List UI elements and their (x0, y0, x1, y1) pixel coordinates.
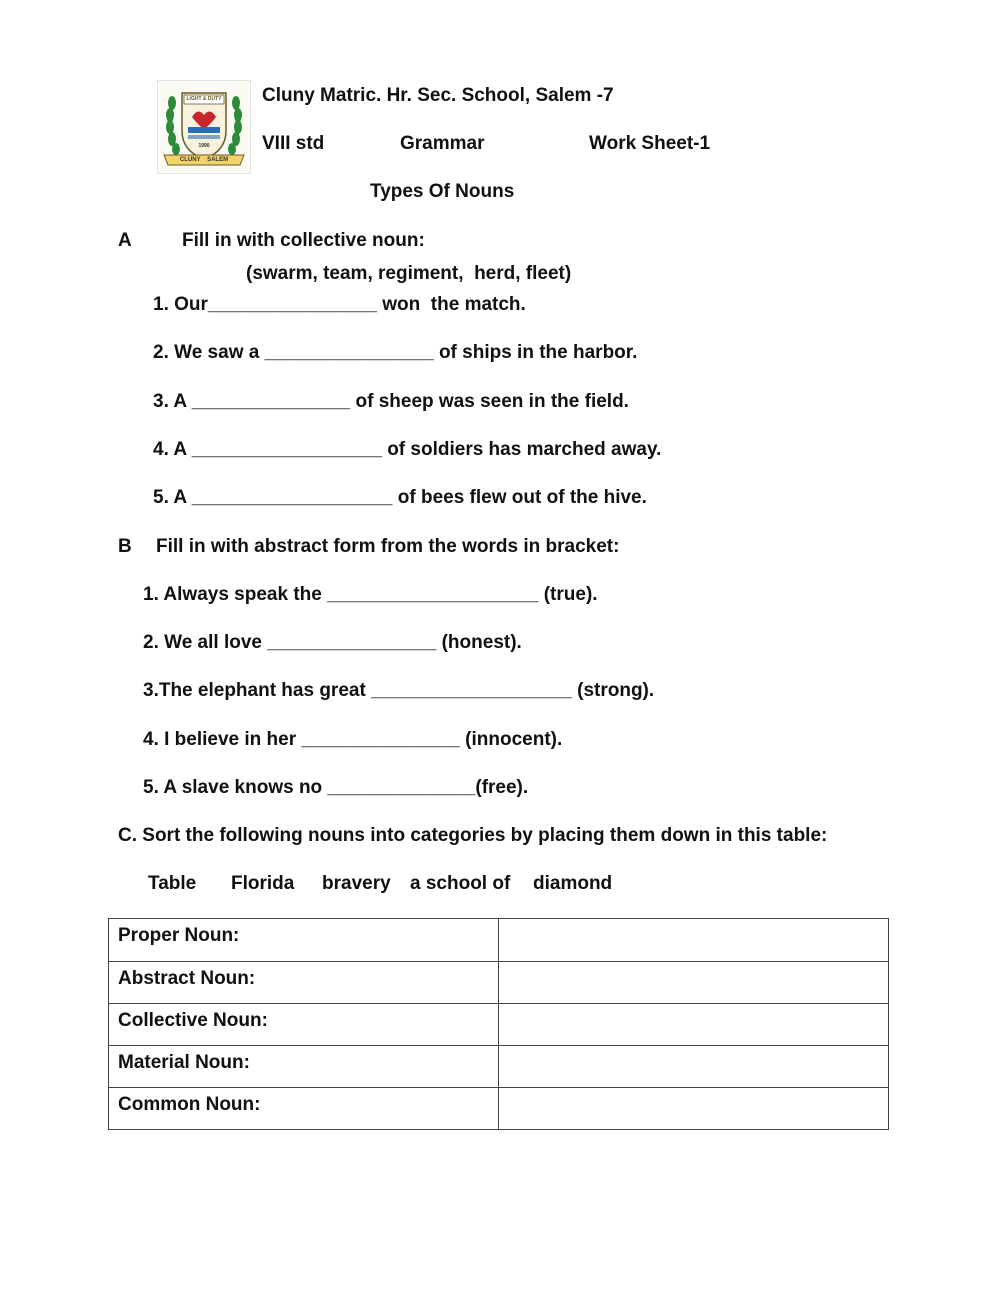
section-a-title: Fill in with collective noun: (182, 230, 425, 251)
section-b-item: 3.The elephant has great ___________________ (strong). (143, 680, 655, 701)
section-b-item: 4. I believe in her _______________ (innocent). (143, 729, 563, 750)
class-std: VIII std (262, 133, 325, 154)
category-answer-cell[interactable] (499, 962, 889, 1004)
noun-category-table (108, 918, 889, 1130)
category-label: Material Noun: (109, 1046, 499, 1088)
word-bank-item: bravery (322, 873, 391, 894)
section-b-title: Fill in with abstract form from the words in bracket: (156, 536, 620, 557)
worksheet-topic: Types Of Nouns (370, 181, 515, 202)
category-answer-cell[interactable] (499, 919, 889, 962)
section-b-letter: B (118, 536, 132, 557)
category-label: Collective Noun: (109, 1004, 499, 1046)
section-a-letter: A (118, 230, 132, 251)
worksheet-number: Work Sheet-1 (589, 133, 711, 154)
table-row (109, 919, 889, 962)
word-bank-item: Table (148, 873, 197, 894)
school-name: Cluny Matric. Hr. Sec. School, Salem -7 (262, 85, 614, 106)
table-row (109, 1088, 889, 1130)
table-row (109, 962, 889, 1004)
category-answer-cell[interactable] (499, 1004, 889, 1046)
word-bank-item: Florida (231, 873, 295, 894)
category-label: Proper Noun: (109, 919, 499, 962)
section-a-item: 3. A _______________ of sheep was seen in the field. (153, 391, 629, 412)
crest-year: 1990 (198, 143, 210, 149)
crest-top-text: LIGHT & DUTY (186, 96, 222, 102)
section-b-item: 5. A slave knows no ______________(free). (143, 777, 529, 798)
category-answer-cell[interactable] (499, 1046, 889, 1088)
section-b-item: 1. Always speak the ____________________ (true). (143, 584, 598, 605)
word-bank-item: a school of (410, 873, 511, 894)
section-a-item: 5. A ___________________ of bees flew out of the hive. (153, 487, 647, 508)
section-a-item: 1. Our________________ won the match. (153, 294, 526, 315)
category-label: Common Noun: (109, 1088, 499, 1130)
section-a-options: (swarm, team, regiment, herd, fleet) (246, 263, 572, 284)
crest-banner-text: CLUNY SALEM (179, 157, 229, 163)
table-row (109, 1046, 889, 1088)
category-label: Abstract Noun: (109, 962, 499, 1004)
section-b-item: 2. We all love ________________ (honest). (143, 632, 522, 653)
table-row (109, 1004, 889, 1046)
category-answer-cell[interactable] (499, 1088, 889, 1130)
section-c-title: C. Sort the following nouns into categories by placing them down in this table: (118, 825, 828, 846)
section-a-item: 4. A __________________ of soldiers has marched away. (153, 439, 662, 460)
subject: Grammar (400, 133, 485, 154)
school-crest-logo (157, 80, 251, 174)
word-bank-item: diamond (533, 873, 613, 894)
section-a-item: 2. We saw a ________________ of ships in the harbor. (153, 342, 638, 363)
